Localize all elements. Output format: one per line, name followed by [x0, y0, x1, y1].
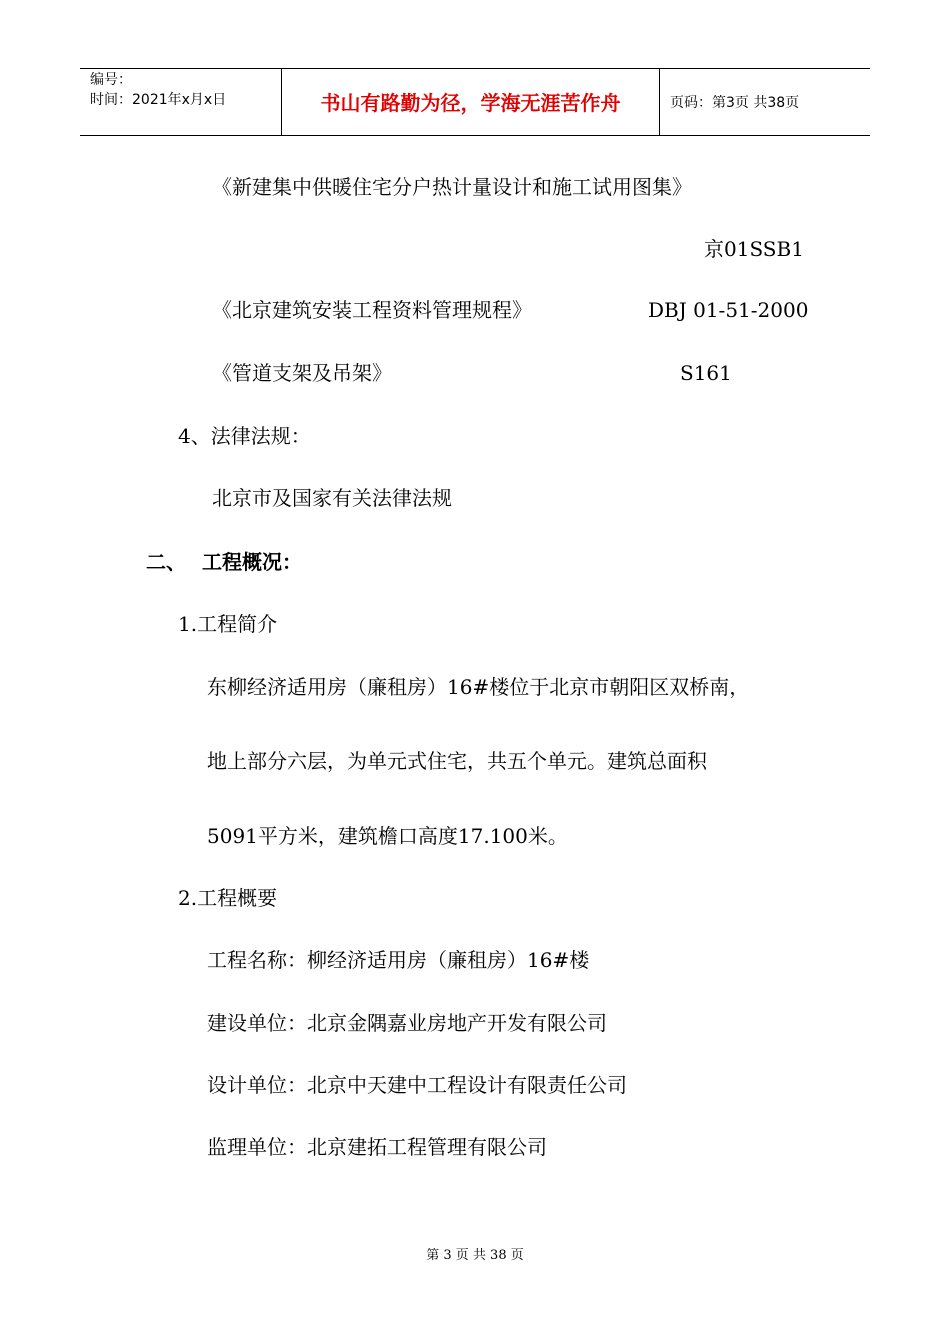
ref1-code: 京01SSB1 [704, 237, 804, 261]
summary-heading: 2.工程概要 [178, 886, 278, 910]
number-label: 编号： [90, 72, 132, 88]
law-heading: 4、法律法规： [178, 424, 311, 448]
law-text: 北京市及国家有关法律法规 [212, 486, 452, 510]
supervisor-unit: 监理单位：北京建拓工程管理有限公司 [207, 1135, 547, 1159]
designer-unit: 设计单位：北京中天建中工程设计有限责任公司 [207, 1073, 627, 1097]
ref3-code: S161 [680, 361, 732, 385]
section-title: 工程概况： [202, 550, 302, 574]
ref1-title: 《新建集中供暖住宅分户热计量设计和施工试用图集》 [212, 175, 692, 199]
project-name: 工程名称：柳经济适用房（廉租房）16#楼 [207, 948, 590, 972]
intro-heading: 1.工程简介 [178, 612, 278, 636]
page-code: 页码：第3页 共38页 [670, 95, 800, 111]
ref2-code: DBJ 01-51-2000 [648, 298, 809, 322]
header-right-cell [660, 69, 870, 135]
intro-line-1: 东柳经济适用房（廉租房）16#楼位于北京市朝阳区双桥南， [207, 675, 750, 699]
header-table [80, 68, 870, 136]
ref2-title: 《北京建筑安装工程资料管理规程》 [212, 298, 532, 322]
page-footer: 第 3 页 共 38 页 [426, 1248, 524, 1263]
header-left-cell [80, 69, 282, 135]
intro-line-3: 5091平方米，建筑檐口高度17.100米。 [207, 824, 568, 848]
builder-unit: 建设单位：北京金隅嘉业房地产开发有限公司 [207, 1011, 607, 1035]
intro-line-2: 地上部分六层，为单元式住宅，共五个单元。建筑总面积 [207, 749, 707, 773]
header-middle-cell [282, 69, 660, 135]
section-number: 二、 [146, 550, 186, 574]
motto-text: 书山有路勤为径，学海无涯苦作舟 [320, 91, 621, 115]
time-label: 时间：2021年x月x日 [90, 92, 227, 108]
ref3-title: 《管道支架及吊架》 [212, 361, 392, 385]
